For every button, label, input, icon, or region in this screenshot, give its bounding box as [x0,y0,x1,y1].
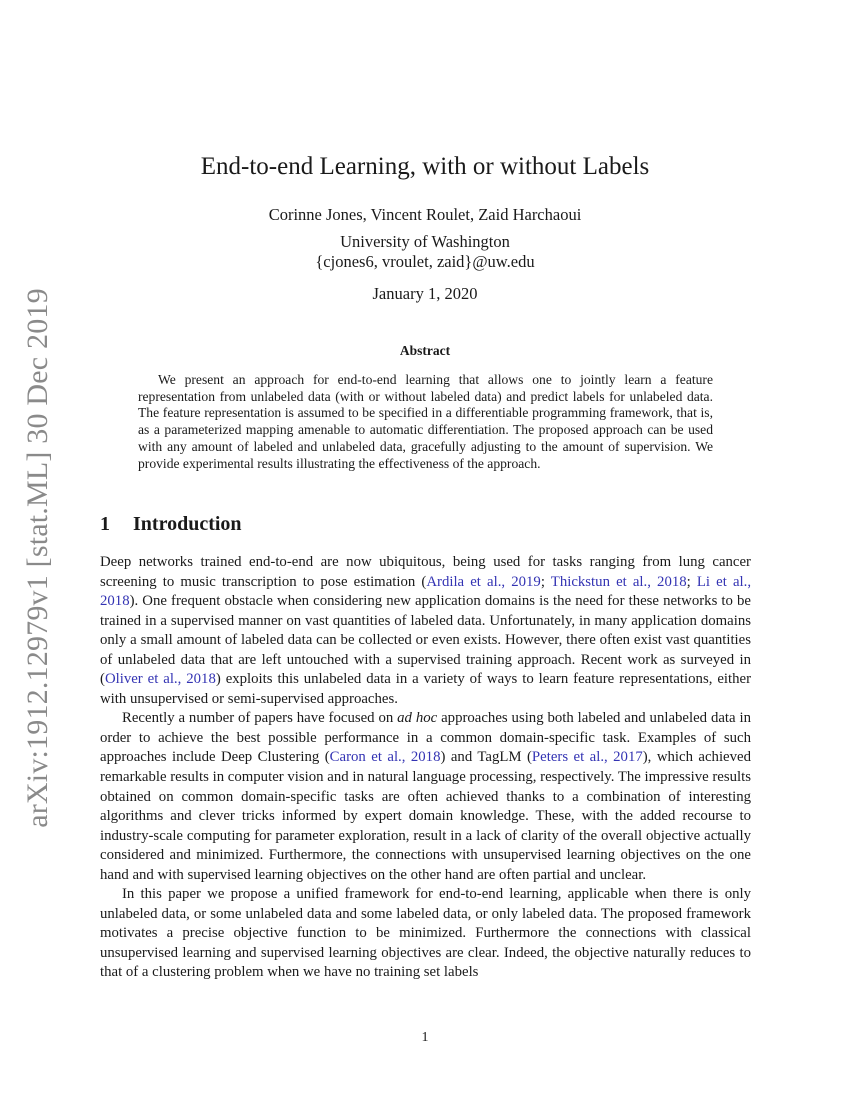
paragraph-2 [100,709,751,885]
text-run: ), which achieved remarkable results in computer vision and in natural language processing, respectively. The impressive results obtained on common domain-specific tasks are often achieved thanks to a combination of interesting algorithms and clever tricks informed by expert domain knowledge. These, with the added recourse to industry-scale computing for parameter exploration, result in a lack of clarity of the overall objective actually considered and minimized. Furthermore, the connections with unsupervised learning objectives on the one hand and with supervised learning objectives on the other hand are often partial and unclear. [100,749,751,883]
affiliation: University of Washington [340,232,510,251]
citation-caron-2018[interactable]: Caron et al., 2018 [329,749,441,766]
text-run: ) and TagLM ( [440,749,532,766]
citation-ardila-2019[interactable]: Ardila et al., 2019 [426,573,541,590]
paper-title: End-to-end Learning, with or without Labels [200,153,650,180]
publication-date: January 1, 2020 [372,284,478,303]
citation-peters-2017[interactable]: Peters et al., 2017 [531,749,643,766]
text-run: Deep networks trained end-to-end are now ubiquitous, being used for tasks ranging from lung cancer screening to music transcription to pose estimation ( [100,554,751,590]
page-number: 1 [421,1030,429,1045]
section-title: Introduction [133,513,242,535]
author-list: Corinne Jones, Vincent Roulet, Zaid Harchaoui [268,205,582,224]
introduction-body [100,553,751,983]
abstract-heading: Abstract [399,343,451,358]
emphasis-ad-hoc: ad hoc [397,710,438,727]
citation-thickstun-2018[interactable]: Thickstun et al., 2018 [550,573,687,590]
author-emails: {cjones6, vroulet, zaid}@uw.edu [315,252,535,271]
paragraph-3: In this paper we propose a unified framework for end-to-end learning, applicable when there is only unlabeled data, or some unlabeled data and some labeled data, or only labeled data. The proposed framework motivates a precise objective function to be minimized. Furthermore the connections with classical unsupervised learning and supervised learning objectives are clear. Indeed, the objective naturally reduces to that of a clustering problem when we have no training set labels [100,886,751,981]
citation-oliver-2018[interactable]: Oliver et al., 2018 [104,671,216,688]
text-run: ). One frequent obstacle when considering new application domains is the need for these networks to be trained in a supervised manner on vast quantities of labeled data. Unfortunately, in many application domains only a small amount of labeled data can be collected or even exists. However, there often exist vast quantities of unlabeled data that are left untouched with a supervised training approach. Recent work as surveyed in ( [100,593,751,688]
paragraph-1 [100,553,751,709]
text-run: ) exploits this unlabeled data in a variety of ways to learn feature representations, either with unsupervised or semi-supervised approaches. [100,671,752,707]
abstract-text: We present an approach for end-to-end learning that allows one to jointly learn a feature representation from unlabeled data (with or without labeled data) and predict labels for unlabeled data. The feature representation is assumed to be specified in a differentiable programming framework, that is, as a parameterized mapping amenable to automatic differentiation. The proposed approach can be used with any amount of labeled and unlabeled data, gracefully adjusting to the amount of supervision. We provide experimental results illustrating the effectiveness of the approach. [138,372,713,471]
text-run: Recently a number of papers have focused on [122,710,398,727]
section-number: 1 [100,513,110,535]
citation-li-2018[interactable]: Li et al., 2018 [100,573,752,610]
text-run: ; [686,573,697,590]
affiliation-block [0,232,850,272]
section-heading-introduction [100,513,242,536]
arxiv-side-stamp [18,288,58,828]
text-run: ; [540,573,551,590]
arxiv-identifier: arXiv:1912.12979v1 [stat.ML] 30 Dec 2019 [21,288,54,828]
text-run: approaches using both labeled and unlabeled data in order to achieve the best possible performance in a common domain-specific task. Examples of such approaches include Deep Clustering ( [100,710,751,766]
